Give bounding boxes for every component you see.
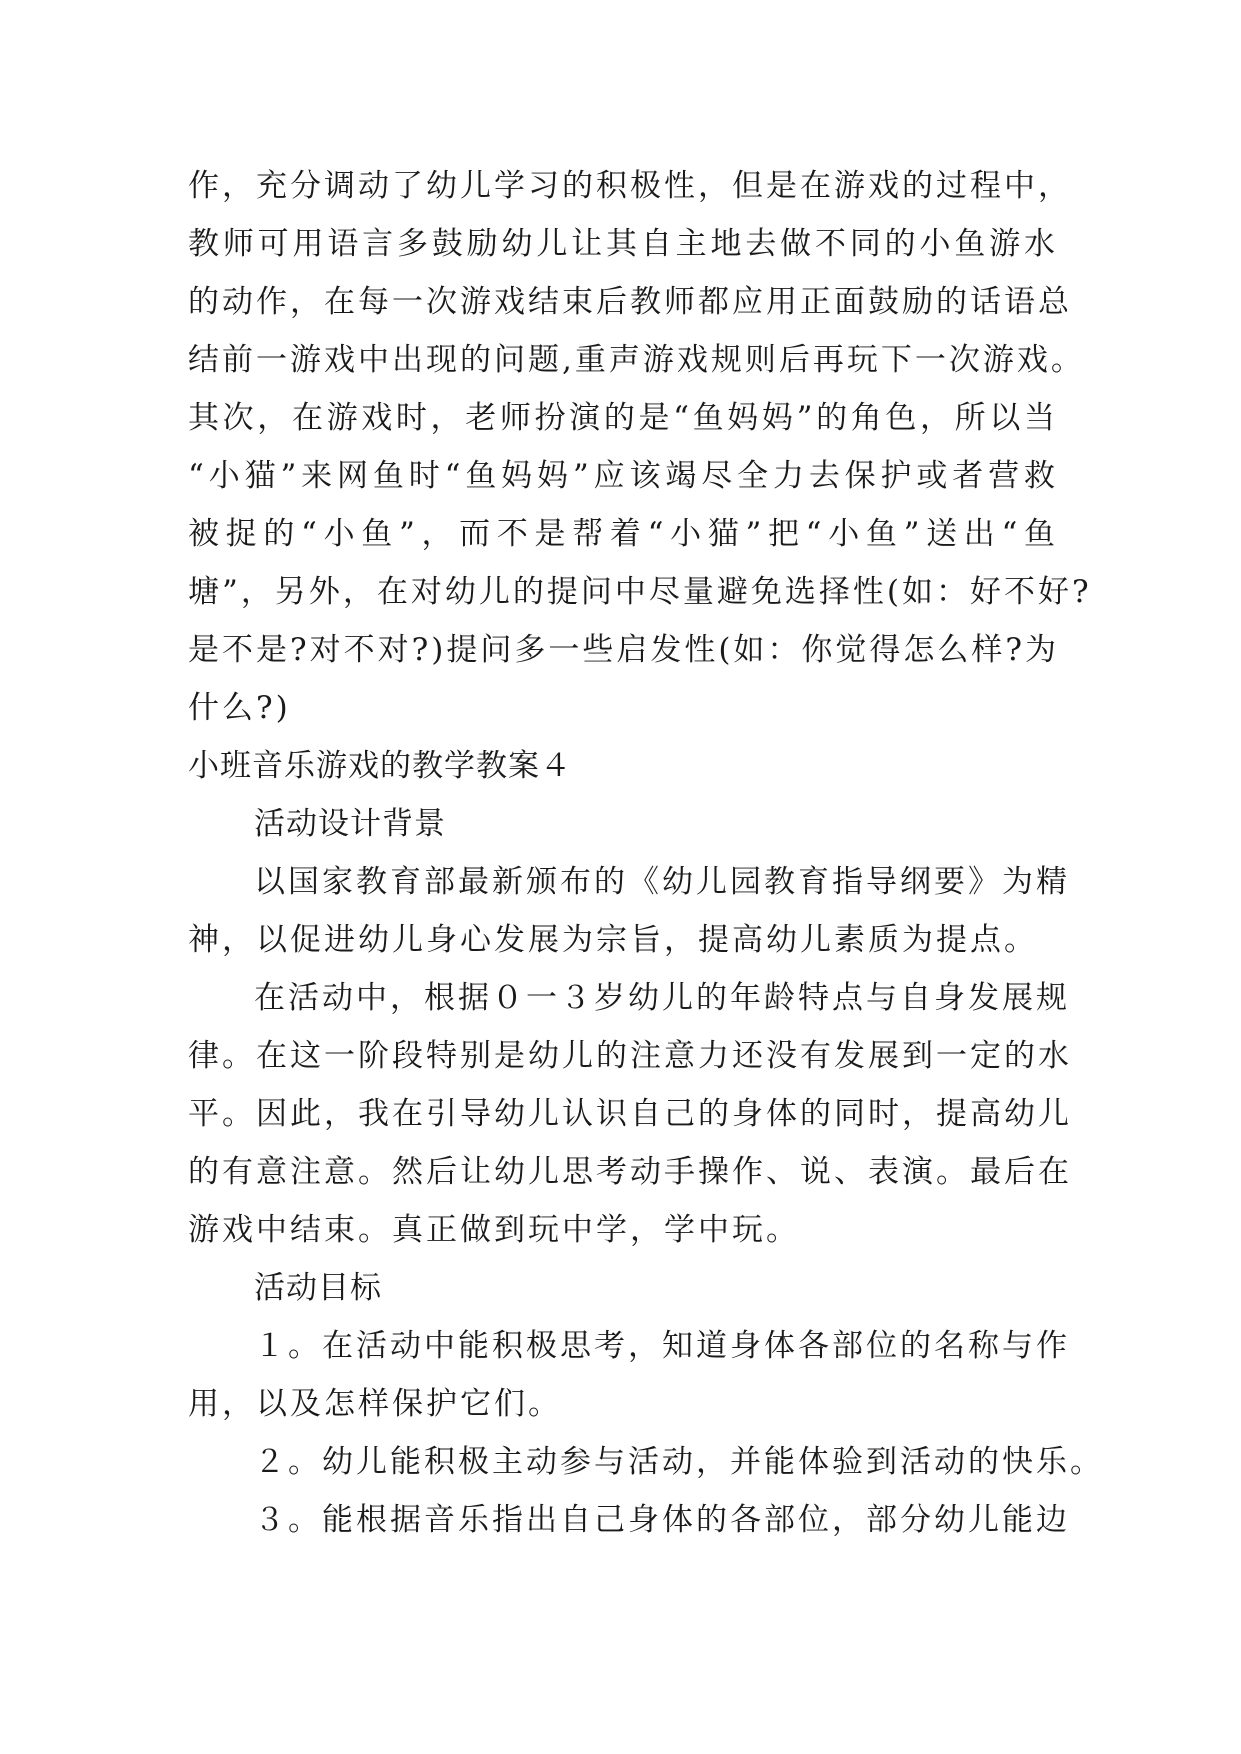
text-line: ２。幼儿能积极主动参与活动，并能体验到活动的快乐。 — [254, 1444, 1104, 1480]
text-line: 作，充分调动了幼儿学习的积极性，但是在游戏的过程中， — [188, 168, 1072, 204]
text-line: 结前一游戏中出现的问题,重声游戏规则后再玩下一次游戏。 — [188, 342, 1085, 378]
section-title: 小班音乐游戏的教学教案４ — [188, 748, 572, 784]
text-line: 用，以及怎样保护它们。 — [188, 1386, 562, 1422]
paragraph-game-reflection — [188, 157, 1092, 737]
text-line: 被捉的“小鱼”，而不是帮着“小猫”把“小鱼”送出“鱼 — [188, 516, 1058, 552]
text-line: 教师可用语言多鼓励幼儿让其自主地去做不同的小鱼游水 — [188, 226, 1058, 262]
goal-item-1 — [188, 1317, 1070, 1433]
text-line: 什么?) — [188, 690, 291, 726]
text-line: 游戏中结束。真正做到玩中学，学中玩。 — [188, 1212, 800, 1248]
paragraph-background-2 — [188, 969, 1072, 1259]
text-line: 以国家教育部最新颁布的《幼儿园教育指导纲要》为精 — [254, 864, 1070, 900]
text-line: “小猫”来网鱼时“鱼妈妈”应该竭尽全力去保护或者营救 — [188, 458, 1058, 494]
goal-item-2 — [188, 1433, 1104, 1491]
text-line: １。在活动中能积极思考，知道身体各部位的名称与作 — [254, 1328, 1070, 1364]
text-line: 律。在这一阶段特别是幼儿的注意力还没有发展到一定的水 — [188, 1038, 1072, 1074]
text-line: 神，以促进幼儿身心发展为宗旨，提高幼儿素质为提点。 — [188, 922, 1038, 958]
text-line: 的有意注意。然后让幼儿思考动手操作、说、表演。最后在 — [188, 1154, 1072, 1190]
goals-heading: 活动目标 — [254, 1270, 382, 1306]
paragraph-background-1 — [188, 853, 1070, 969]
text-line: 平。因此，我在引导幼儿认识自己的身体的同时，提高幼儿 — [188, 1096, 1072, 1132]
text-line: 是不是?对不对?)提问多一些启发性(如：你觉得怎么样?为 — [188, 632, 1060, 668]
text-line: 其次，在游戏时，老师扮演的是“鱼妈妈”的角色，所以当 — [188, 400, 1058, 436]
text-line: 的动作，在每一次游戏结束后教师都应用正面鼓励的话语总 — [188, 284, 1072, 320]
document-body — [188, 157, 1104, 1549]
background-heading: 活动设计背景 — [254, 806, 446, 842]
goal-item-3 — [188, 1491, 1070, 1549]
text-line: ３。能根据音乐指出自己身体的各部位，部分幼儿能边 — [254, 1502, 1070, 1538]
text-line: 在活动中，根据０一３岁幼儿的年龄特点与自身发展规 — [254, 980, 1070, 1016]
text-line: 塘”，另外，在对幼儿的提问中尽量避免选择性(如：好不好? — [188, 574, 1092, 610]
